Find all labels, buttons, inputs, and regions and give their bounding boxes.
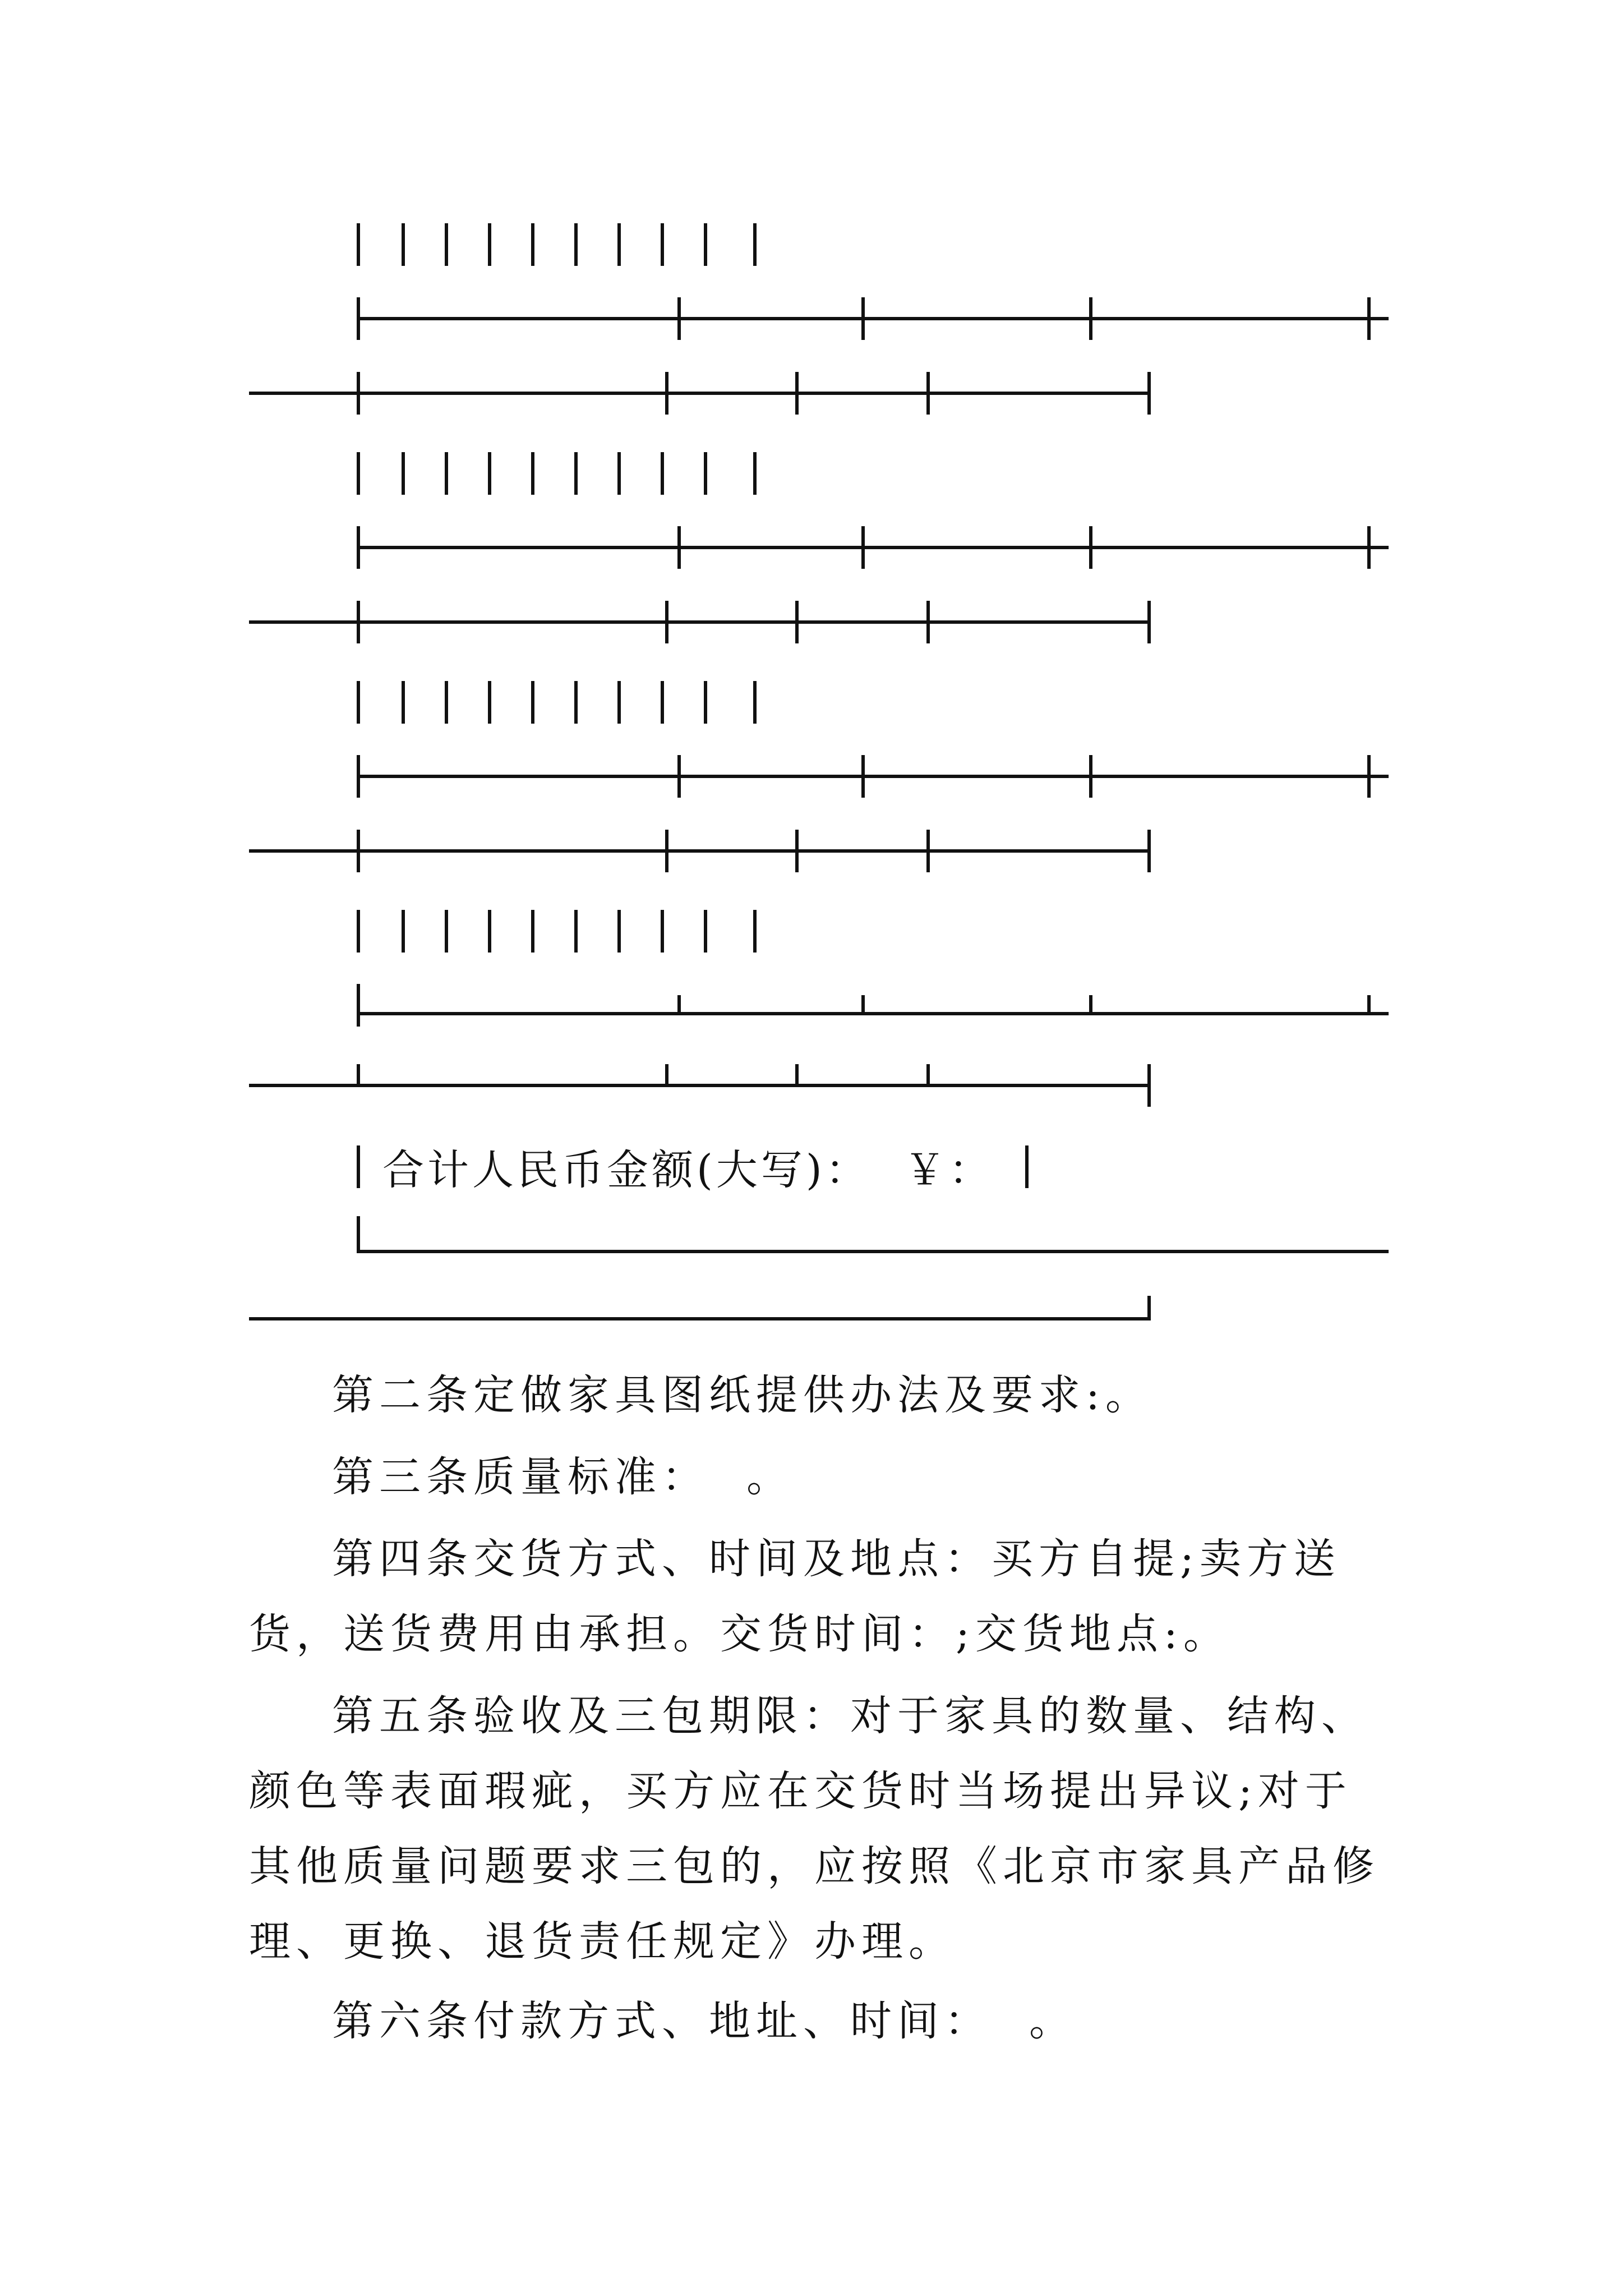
article-5: 第五条验收及三包期限：对于家具的数量、结构、颜色等表面瑕疵，买方应在交货时当场提出异议;对于其他质量问题要求三包的，应按照《北京市家具产品修理、更换、退货责任规定》办理。 — [249, 1692, 1380, 1966]
article-6: 第六条付款方式、地址、时间： 。 — [332, 1997, 1077, 2045]
article-4: 第四条交货方式、时间及地点：买方自提;卖方送货，送货费用由承担。交货时间：;交货地点:。 — [249, 1535, 1341, 1658]
article-2: 第二条定做家具图纸提供办法及要求:。 — [332, 1371, 1152, 1419]
article-3: 第三条质量标准： 。 — [332, 1453, 794, 1501]
table-total-row — [357, 1139, 1029, 1195]
table-border-right — [1025, 1145, 1029, 1188]
table-border-left — [357, 1145, 360, 1188]
total-amount-currency: ￥： — [903, 1146, 994, 1194]
total-amount-label: 合计人民币金额(大写)： — [382, 1146, 870, 1194]
